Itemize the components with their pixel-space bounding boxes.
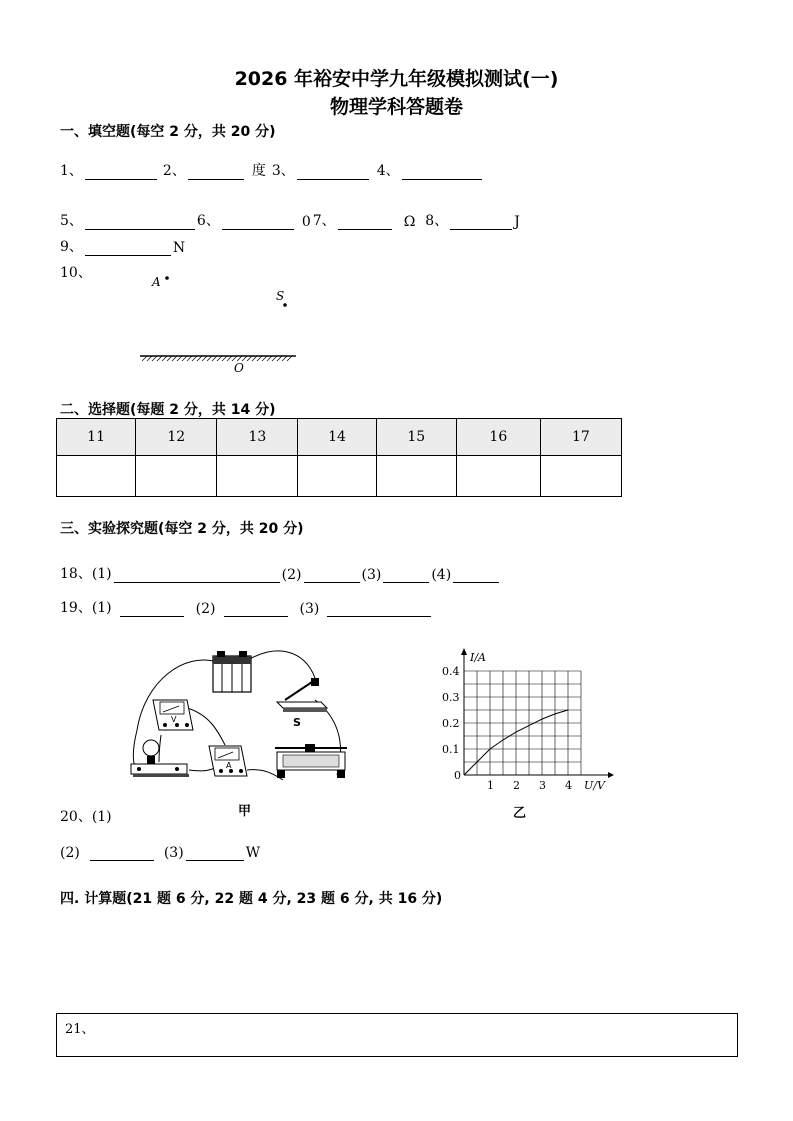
y-axis-arrow-icon: [461, 648, 467, 655]
choice-table-answer-row: [57, 456, 622, 497]
choice-answer-cell-14[interactable]: [298, 456, 376, 497]
section-fill-in-heading: 一、填空题(每空 2 分，共 20 分): [60, 124, 276, 140]
q21-label: 21、: [65, 1022, 95, 1037]
choice-answer-cell-16[interactable]: [456, 456, 540, 497]
answer-line-9: [60, 236, 185, 256]
q18-part3-label: (3): [361, 567, 382, 583]
y-tick-label: 0.2: [442, 717, 460, 730]
choice-table-header-row: [57, 419, 622, 456]
y-tick-label: 0.1: [442, 743, 460, 756]
graph-origin-label: 0: [454, 769, 461, 782]
x-axis-arrow-icon: [608, 772, 614, 778]
q21-answer-box[interactable]: [56, 1013, 738, 1057]
choice-header-13: 13: [217, 419, 298, 456]
choice-answer-cell-12[interactable]: [136, 456, 217, 497]
q4-blank[interactable]: [402, 165, 482, 180]
graph-grid: [464, 671, 581, 775]
q18-blank-1[interactable]: [114, 568, 280, 583]
switch-icon: [277, 678, 327, 712]
q7-blank[interactable]: [338, 215, 392, 230]
answer-line-10: [60, 262, 92, 282]
q2-label: 2、: [162, 163, 186, 179]
q3-label: 3、: [271, 163, 295, 179]
q19-blank-1[interactable]: [120, 602, 184, 617]
exam-title: 2026 年裕安中学九年级模拟测试(一): [234, 68, 559, 90]
q6-unit: 0: [301, 214, 311, 230]
answer-line-20-2: [60, 845, 260, 861]
q5-label: 5、: [60, 213, 83, 229]
choice-header-11: 11: [57, 419, 136, 456]
ammeter-label: A: [226, 761, 232, 770]
q3-blank[interactable]: [297, 165, 369, 180]
choice-header-15: 15: [376, 419, 456, 456]
circuit-diagram: [125, 640, 355, 820]
q6-label: 6、: [196, 213, 220, 229]
q18-label: 18、(1): [60, 566, 112, 582]
mirror-hatching: [142, 356, 292, 361]
q18-blank-4[interactable]: [453, 568, 499, 583]
point-s-label: S: [276, 289, 285, 303]
q9-unit: N: [172, 240, 186, 256]
graph-ylabel: I/A: [470, 651, 486, 664]
q7-label: 7、: [312, 213, 336, 229]
section-choice-heading: 二、选择题(每题 2 分，共 14 分): [60, 402, 276, 418]
q10-label: 10、: [60, 265, 92, 281]
graph-caption: 乙: [513, 806, 527, 821]
q20-blank-2[interactable]: [90, 846, 154, 861]
voltmeter-label: V: [171, 715, 177, 724]
q6-blank[interactable]: [222, 215, 294, 230]
answer-line-18: [60, 563, 501, 583]
q18-part2-label: (2): [281, 567, 302, 583]
choice-answer-cell-11[interactable]: [57, 456, 136, 497]
battery-icon: [213, 651, 251, 692]
y-tick-label: 0.3: [442, 691, 460, 704]
q19-label: 19、(1): [60, 600, 112, 616]
q19-part3-label: (3): [299, 601, 320, 617]
choice-header-17: 17: [540, 419, 621, 456]
graph-xlabel: U/V: [584, 779, 605, 792]
q19-blank-2[interactable]: [224, 602, 288, 617]
q8-unit: J: [514, 214, 520, 230]
q19-part2-label: (2): [195, 601, 216, 617]
circuit-caption: 甲: [238, 804, 252, 819]
q20-label: 20、(1): [60, 809, 112, 825]
q20-part3-label: (3): [163, 845, 184, 861]
graph-axes: [461, 648, 614, 778]
q8-label: 8、: [425, 213, 449, 229]
q20-blank-3[interactable]: [186, 846, 244, 861]
choice-answer-cell-15[interactable]: [376, 456, 456, 497]
answer-line-19: [60, 597, 433, 617]
q18-blank-3[interactable]: [383, 568, 429, 583]
choice-header-12: 12: [136, 419, 217, 456]
q1-blank[interactable]: [85, 165, 157, 180]
q4-label: 4、: [376, 163, 400, 179]
q8-blank[interactable]: [450, 215, 512, 230]
choice-answer-cell-17[interactable]: [540, 456, 621, 497]
q9-blank[interactable]: [85, 241, 171, 256]
q19-blank-3[interactable]: [327, 602, 431, 617]
point-a-label: A: [152, 275, 161, 289]
q9-label: 9、: [60, 239, 83, 255]
rheostat-icon: [275, 744, 347, 778]
q20-unit: W: [245, 845, 261, 861]
x-tick-label: 1: [487, 779, 494, 792]
x-tick-label: 3: [539, 779, 546, 792]
point-o-label: O: [234, 361, 244, 375]
y-tick-label: 0.4: [442, 665, 460, 678]
answer-line-5-8: [60, 210, 520, 230]
q1-label: 1、: [60, 163, 83, 179]
q20-part2-label: (2): [60, 845, 80, 861]
choice-answer-table: [56, 418, 622, 497]
q2-unit: 度: [251, 163, 266, 179]
mirror-diagram: [130, 268, 310, 378]
section-experiment-heading: 三、实验探究题(每空 2 分，共 20 分): [60, 521, 304, 537]
iv-graph: [430, 643, 620, 803]
choice-header-16: 16: [456, 419, 540, 456]
q5-blank[interactable]: [85, 215, 195, 230]
answer-line-1-4: [60, 160, 484, 180]
point-s-dot: [283, 303, 287, 307]
q18-blank-2[interactable]: [304, 568, 360, 583]
choice-header-14: 14: [298, 419, 376, 456]
x-tick-label: 2: [513, 779, 520, 792]
exam-subtitle: 物理学科答题卷: [329, 96, 463, 118]
x-tick-label: 4: [565, 779, 572, 792]
switch-label: S: [293, 716, 301, 729]
section-calculation-heading: 四. 计算题(21 题 6 分, 22 题 4 分, 23 题 6 分, 共 16 分): [60, 891, 443, 907]
q7-unit: Ω: [403, 214, 416, 230]
q2-blank[interactable]: [188, 165, 244, 180]
point-a-dot: [165, 276, 169, 280]
answer-line-20-1: [60, 806, 112, 826]
q18-part4-label: (4): [431, 567, 452, 583]
choice-answer-cell-13[interactable]: [217, 456, 298, 497]
